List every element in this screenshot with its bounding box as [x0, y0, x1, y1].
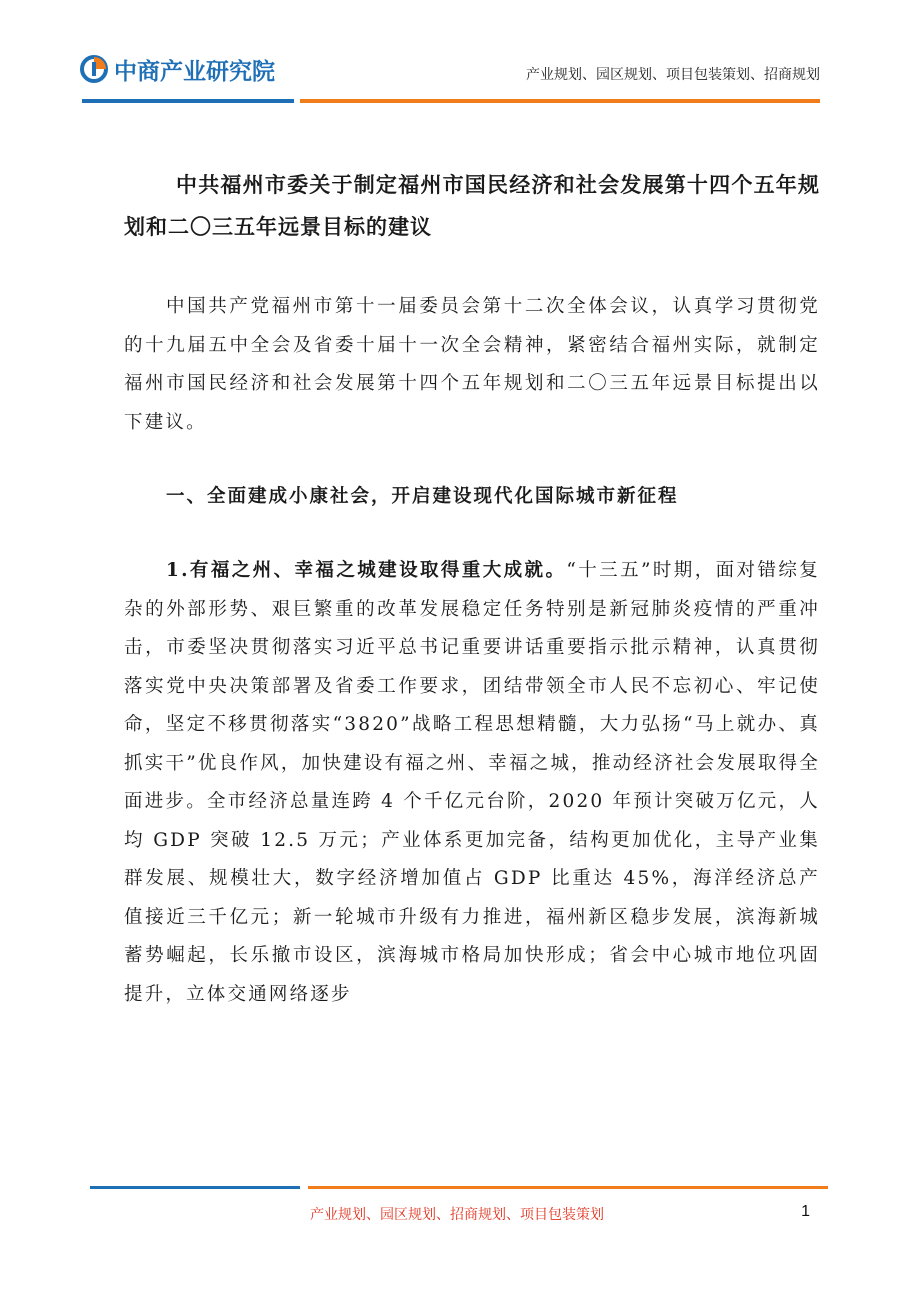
logo-text: 中商产业研究院 — [114, 58, 275, 85]
footer-divider-orange — [308, 1186, 828, 1189]
item-body: “十三五”时期，面对错综复杂的外部形势、艰巨繁重的改革发展稳定任务特别是新冠肺炎疫情的严重冲击，市委坚决贯彻落实习近平总书记重要讲话重要指示批示精神，认真贯彻落实党中央决策部署及省委工作要求，团结带领全市人民不忘初心、牢记使命，坚定不移贯彻落实“3820”战略工程思想精髓，大力弘扬“马上就办、真抓实干”优良作风，加快建设有福之州、幸福之城，推动经济社会发展取得全面进步。全市经济总量连跨 4 个千亿元台阶，2020 年预计突破万亿元，人均 GDP 突破 12.5 万元；产业体系更加完备，结构更加优化，主导产业集群发展、规模壮大，数字经济增加值占 GDP 比重达 45%，海洋经济总产值接近三千亿元；新一轮城市升级有力推进，福州新区稳步发展，滨海新城蓄势崛起，长乐撤市设区，滨海城市格局加快形成；省会中心城市地位巩固提升，立体交通网络逐步 — [124, 560, 820, 1005]
logo-mark-icon — [80, 55, 108, 83]
header-divider-orange — [300, 99, 820, 103]
document-body — [124, 164, 820, 1014]
intro-paragraph: 中国共产党福州市第十一届委员会第十二次全体会议，认真学习贯彻党的十九届五中全会及省委十届十一次全会精神，紧密结合福州实际，就制定福州市国民经济和社会发展第十四个五年规划和二〇三五年远景目标提出以下建议。 — [124, 296, 820, 433]
brand-logo — [80, 52, 275, 86]
document-title: 中共福州市委关于制定福州市国民经济和社会发展第十四个五年规划和二〇三五年远景目标的建议 — [124, 172, 820, 239]
page-number: 1 — [801, 1203, 810, 1220]
item-paragraph — [124, 552, 820, 1014]
footer-tagline: 产业规划、园区规划、招商规划、项目包装策划 — [310, 1207, 604, 1223]
section-heading: 一、全面建成小康社会，开启建设现代化国际城市新征程 — [166, 486, 679, 507]
header-tagline: 产业规划、园区规划、项目包装策划、招商规划 — [526, 67, 820, 83]
header-divider-blue — [82, 99, 294, 103]
footer-divider-blue — [90, 1186, 300, 1189]
page-header — [0, 0, 920, 110]
item-lead: 1.有福之州、幸福之城建设取得重大成就。 — [166, 560, 567, 581]
